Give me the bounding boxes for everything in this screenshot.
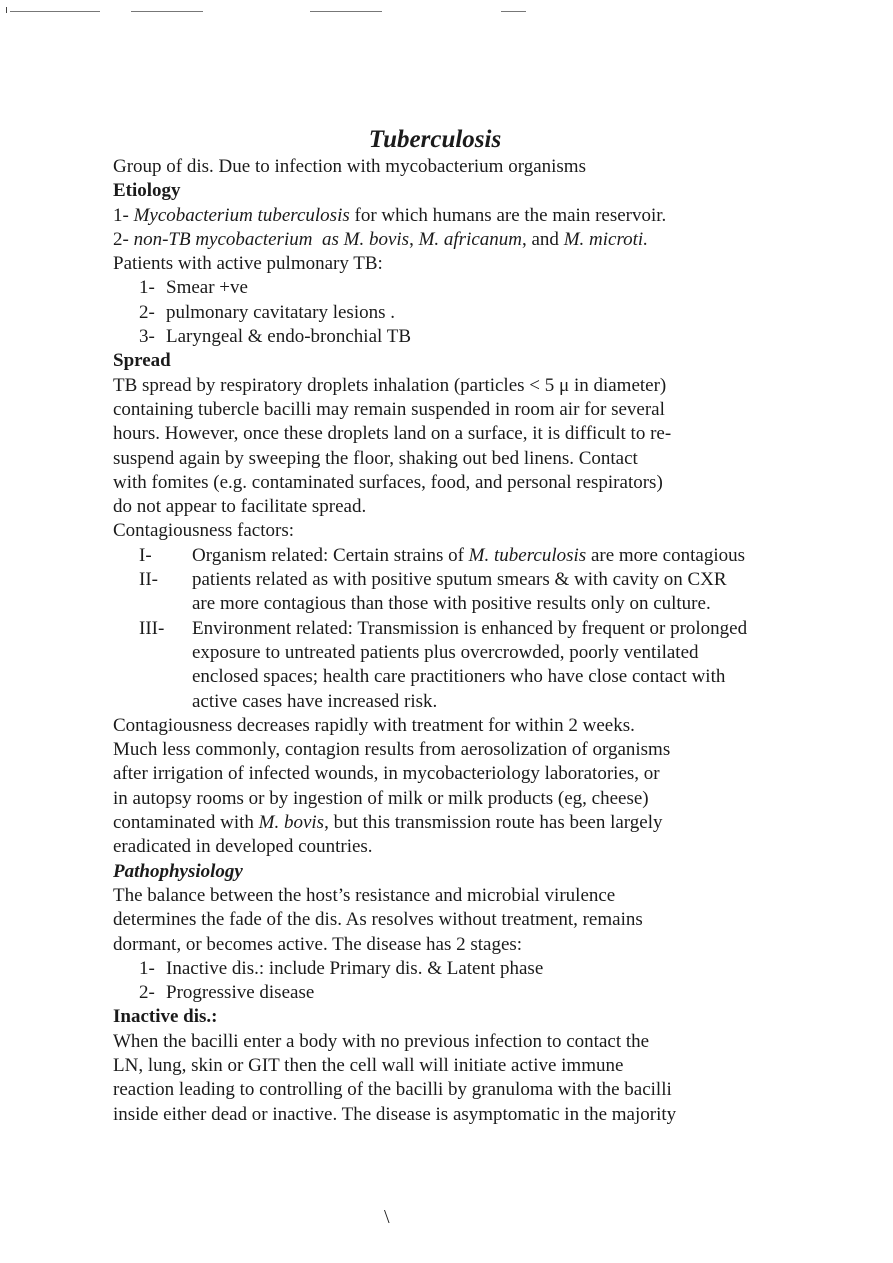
inactive-heading: Inactive dis.: bbox=[113, 1006, 218, 1028]
paragraph-line: LN, lung, skin or GIT then the cell wall will initiate active immune bbox=[113, 1054, 624, 1076]
paragraph-line: reaction leading to controlling of the bacilli by granuloma with the bacilli bbox=[113, 1079, 672, 1101]
paragraph-line: after irrigation of infected wounds, in mycobacteriology laboratories, or bbox=[113, 763, 660, 785]
paragraph-line: When the bacilli enter a body with no previous infection to contact the bbox=[113, 1030, 650, 1052]
factor-item: II- patients related as with positive sputum smears & with cavity on CXR are more contagious than those with positive results only on culture. bbox=[139, 569, 727, 615]
factor-item: I- Organism related: Certain strains of M. tuberculosis are more contagious bbox=[139, 544, 745, 566]
factor-item: III- Environment related: Transmission is enhanced by frequent or prolonged exposure to untreated patients plus overcrowded, poorly ventilated enclosed spaces; health care practitioners who have close contact with active cases have increased risk. bbox=[139, 617, 748, 712]
paragraph-line: Contagiousness decreases rapidly with treatment for within 2 weeks. bbox=[113, 714, 635, 736]
list-item: 2- pulmonary cavitatary lesions . bbox=[139, 301, 395, 323]
etiology-heading: Etiology bbox=[113, 180, 181, 202]
list-item: 1- Inactive dis.: include Primary dis. & Latent phase bbox=[139, 957, 544, 979]
etiology-item-1: 1- Mycobacterium tuberculosis for which humans are the main reservoir. bbox=[113, 204, 667, 226]
paragraph-line: eradicated in developed countries. bbox=[113, 836, 373, 858]
list-item: 3- Laryngeal & endo-bronchial TB bbox=[139, 326, 411, 348]
paragraph-line: The balance between the host’s resistance and microbial virulence bbox=[113, 884, 616, 906]
document-title: Tuberculosis bbox=[368, 126, 502, 153]
paragraph-line: containing tubercle bacilli may remain suspended in room air for several bbox=[113, 398, 665, 420]
paragraph-line: in autopsy rooms or by ingestion of milk or milk products (eg, cheese) bbox=[113, 787, 649, 809]
paragraph-line: contaminated with M. bovis, but this transmission route has been largely bbox=[113, 812, 663, 834]
page-number: \ bbox=[384, 1206, 390, 1228]
paragraph-line: dormant, or becomes active. The disease has 2 stages: bbox=[113, 933, 523, 955]
paragraph-line: TB spread by respiratory droplets inhalation (particles < 5 μ in diameter) bbox=[113, 374, 667, 396]
patients-intro: Patients with active pulmonary TB: bbox=[113, 253, 383, 275]
list-item: 2- Progressive disease bbox=[139, 982, 315, 1004]
paragraph-line: with fomites (e.g. contaminated surfaces, food, and personal respirators) bbox=[113, 471, 663, 493]
document-page bbox=[113, 126, 753, 1127]
scan-header-lines bbox=[6, 8, 606, 14]
etiology-item-2: 2- non-TB mycobacterium as M. bovis, M. africanum, and M. microti. bbox=[113, 228, 648, 250]
spread-heading: Spread bbox=[113, 350, 171, 372]
pathophysiology-heading: Pathophysiology bbox=[113, 860, 243, 882]
paragraph-line: do not appear to facilitate spread. bbox=[113, 496, 367, 518]
paragraph-line: hours. However, once these droplets land on a surface, it is difficult to re- bbox=[113, 423, 672, 445]
paragraph-line: suspend again by sweeping the floor, shaking out bed linens. Contact bbox=[113, 447, 638, 469]
paragraph-line: determines the fade of the dis. As resolves without treatment, remains bbox=[113, 909, 643, 931]
list-item: 1- Smear +ve bbox=[139, 277, 248, 299]
factors-intro: Contagiousness factors: bbox=[113, 520, 295, 542]
paragraph-line: inside either dead or inactive. The disease is asymptomatic in the majority bbox=[113, 1103, 677, 1125]
intro-text: Group of dis. Due to infection with mycobacterium organisms bbox=[113, 156, 586, 177]
paragraph-line: Much less commonly, contagion results from aerosolization of organisms bbox=[113, 739, 671, 761]
